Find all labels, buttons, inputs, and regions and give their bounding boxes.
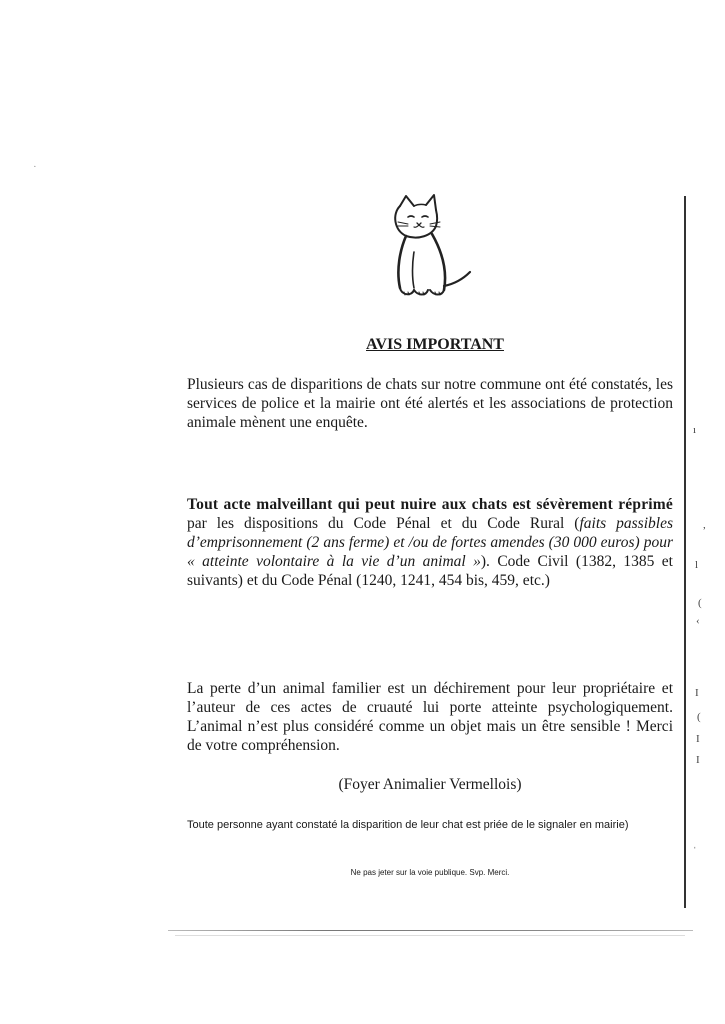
- scan-speck: ,: [703, 519, 706, 531]
- paragraph-disappearances: Plusieurs cas de disparitions de chats sur notre commune ont été constatés, les services de police et la mairie ont été alertés et les associations de protection animale mènent une enquête.: [187, 376, 673, 431]
- legal-italic-text: faits passibles d’emprisonnement (2 ans ferme) et /ou de fortes amendes (30 000 euros) pour « atteinte volontaire à la vie d’un animal »: [187, 515, 673, 570]
- scan-speck: (: [698, 597, 702, 609]
- paragraph-loss: La perte d’un animal familier est un déchirement pour leur propriétaire et l’auteur de ces actes de cruauté lui porte atteinte psychologiquement. L’animal n’est plus considéré comme un objet mais un être sensible ! Merci de votre compréhension.: [187, 680, 673, 754]
- legal-bold-text: Tout acte malveillant qui peut nuire aux chats est sévèrement réprimé: [187, 496, 673, 513]
- scan-speck: ˈ: [693, 845, 697, 857]
- bottom-edge-shadow: [175, 935, 685, 936]
- scan-speck: I: [696, 733, 700, 745]
- legal-text-1: par les dispositions du Code Pénal et du Code Rural (: [187, 515, 580, 532]
- legal-text-2: ). Code Civil (1382, 1385 et suivants) et du Code Pénal (1240, 1241, 454 bis, 459, etc.): [187, 553, 673, 589]
- bottom-edge-line: [168, 930, 693, 931]
- scan-speck: I: [696, 754, 700, 766]
- page-edge-line: [684, 196, 686, 908]
- scan-speck: ı: [693, 424, 697, 436]
- cat-icon: [378, 192, 478, 307]
- scan-speck: l: [695, 559, 699, 571]
- notice-title: AVIS IMPORTANT: [366, 336, 504, 353]
- scan-speck: ·: [33, 161, 37, 173]
- scan-speck: (: [697, 711, 701, 723]
- signature: (Foyer Animalier Vermellois): [338, 776, 522, 793]
- paragraph-legal: [187, 495, 673, 590]
- footer-note: Ne pas jeter sur la voie publique. Svp. Merci.: [350, 868, 510, 877]
- scan-speck: I: [695, 687, 699, 699]
- scan-speck: ‹: [696, 615, 700, 627]
- report-note: Toute personne ayant constaté la disparition de leur chat est priée de le signaler en mairie): [187, 819, 629, 831]
